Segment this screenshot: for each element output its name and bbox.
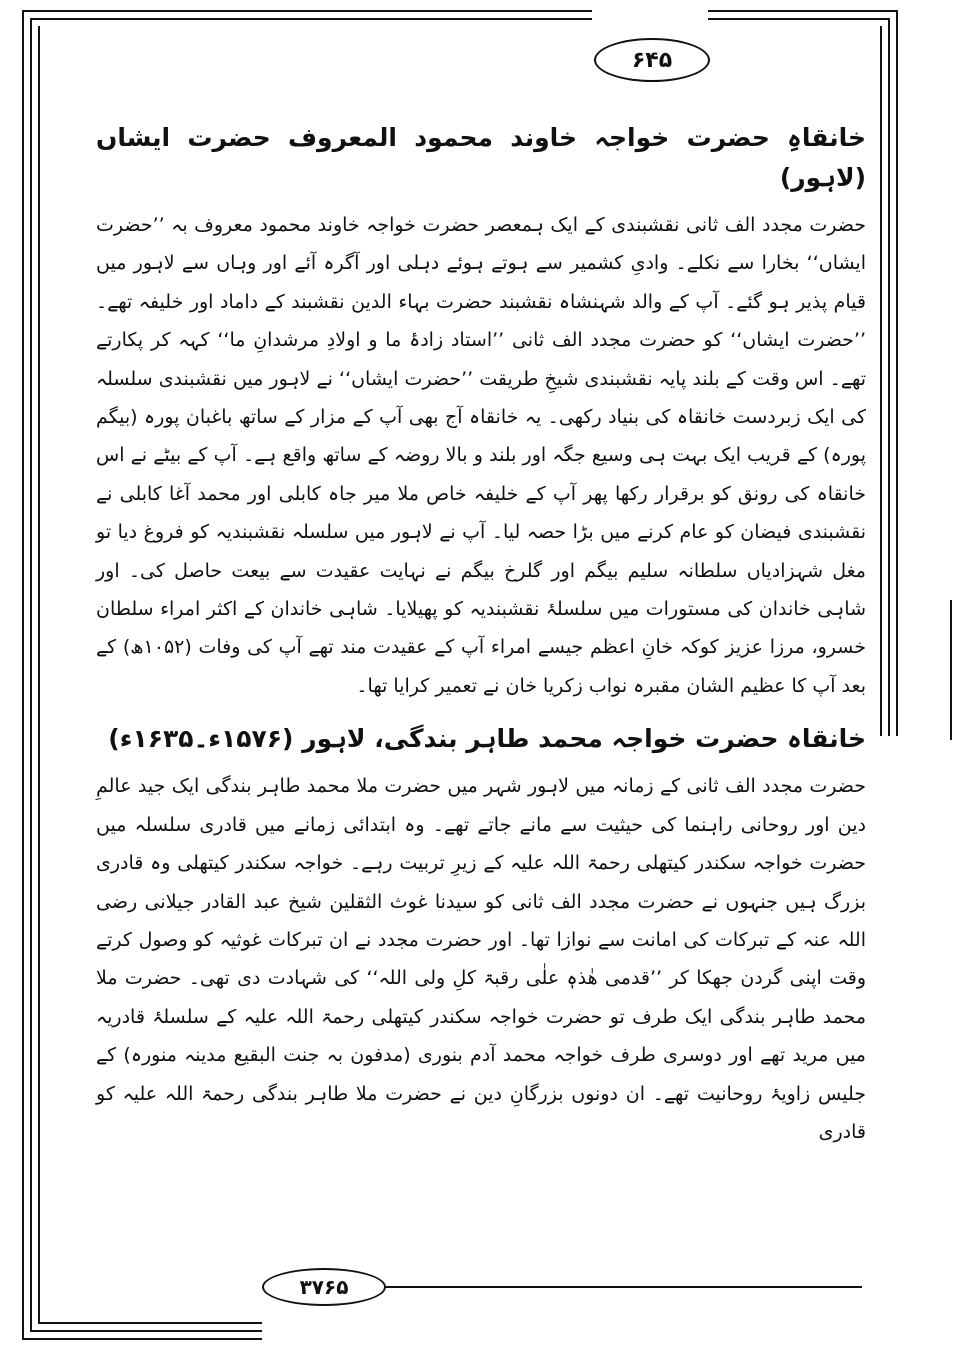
frame-line-bottom-left-inner xyxy=(30,1330,262,1332)
frame-line-right-inner2 xyxy=(880,26,882,736)
frame-line-left-inner xyxy=(30,18,32,1332)
frame-line-right-page-edge xyxy=(950,600,952,740)
frame-line-right-outer xyxy=(896,10,898,736)
section-2-heading: خانقاہ حضرت خواجہ محمد طاہر بندگی، لاہور (۱۵۷۶ء۔۱۶۳۵ء) xyxy=(108,724,866,754)
frame-line-top-right-inner xyxy=(708,18,890,20)
frame-line-bottom-left-inner2 xyxy=(38,1322,262,1324)
page-number-bottom: ۳۷۶۵ xyxy=(262,1268,386,1306)
section-2-body xyxy=(96,767,866,1151)
section-1-body xyxy=(96,206,866,705)
page-content xyxy=(96,118,866,1151)
frame-line-left-inner2 xyxy=(38,26,40,1324)
frame-line-bottom-right xyxy=(382,1286,862,1288)
frame-line-right-inner xyxy=(888,18,890,736)
frame-line-bottom-left xyxy=(22,1338,262,1340)
section-1-heading: خانقاہِ حضرت خواجہ خاوند محمود المعروف حضرت ایشاں (لاہور) xyxy=(96,123,866,192)
frame-line-top-right xyxy=(708,10,898,12)
frame-line-top-left xyxy=(22,10,592,12)
page-number-top: ۶۴۵ xyxy=(594,38,710,82)
frame-line-left-outer xyxy=(22,10,24,1340)
frame-line-top-left-inner xyxy=(30,18,592,20)
section-2-paragraph: حضرت مجدد الف ثانی کے زمانہ میں لاہور شہر میں حضرت ملا محمد طاہر بندگی ایک جید عالمِ دین اور روحانی راہنما کی حیثیت سے مانے جاتے تھے۔ وہ ابتدائی زمانے میں قادری سلسلہ میں حضرت خواجہ سکندر کیتھلی رحمۃ اللہ علیہ کے زیرِ تربیت رہے۔ خواجہ سکندر کیتھلی وہ قادری بزرگ ہیں جنہوں نے حضرت مجدد الف ثانی کو سیدنا غوث الثقلین شیخ عبد القادر جیلانی رضی اللہ عنہ کے تبرکات کی امانت سے نوازا تھا۔ اور حضرت مجدد نے ان تبرکات غوثیہ کو وصول کرتے وقت اپنی گردن جھکا کر ’’قدمی ھٰذہٖ علٰی رقبۃ کلِ ولی اللہ‘‘ کی شہادت دی تھی۔ حضرت ملا محمد طاہر بندگی ایک طرف تو حضرت خواجہ سکندر کیتھلی رحمۃ اللہ علیہ کے سلسلۂ قادریہ میں مرید تھے اور دوسری طرف خواجہ محمد آدم بنوری (مدفون بہ جنت البقیع مدینہ منورہ) کے جلیس زاویۂ روحانیت تھے۔ ان دونوں بزرگانِ دین نے حضرت ملا طاہر بندگی رحمۃ اللہ علیہ کو قادری xyxy=(96,775,866,1143)
section-1-paragraph: حضرت مجدد الف ثانی نقشبندی کے ایک ہمعصر حضرت خواجہ خاوند محمود معروف بہ ’’حضرت ایشاں‘‘ بخارا سے نکلے۔ وادیِ کشمیر سے ہوتے ہوئے دہلی اور آگرہ آئے اور وہاں سے لاہور میں قیام پذیر ہو گئے۔ آپ کے والد شہنشاہ نقشبند حضرت بہاء الدین نقشبند کے داماد اور خلیفہ تھے۔ ’’حضرت ایشاں‘‘ کو حضرت مجدد الف ثانی ’’استاد زادۂ ما و اولادِ مرشدانِ ما‘‘ کہہ کر پکارتے تھے۔ اس وقت کے بلند پایہ نقشبندی شیخِ طریقت ’’حضرت ایشاں‘‘ نے لاہور میں نقشبندی سلسلہ کی ایک زبردست خانقاہ کی بنیاد رکھی۔ یہ خانقاہ آج بھی آپ کے مزار کے ساتھ باغبان پورہ (بیگم پورہ) کے قریب ایک بہت ہی وسیع جگہ اور بلند و بالا روضہ کے ساتھ واقع ہے۔ آپ کے بیٹے نے اس خانقاہ کی رونق کو برقرار رکھا پھر آپ کے خلیفہ خاص ملا میر جاہ کابلی اور محمد آغا کابلی نے نقشبندی فیضان کو عام کرنے میں بڑا حصہ لیا۔ آپ نے لاہور میں سلسلہ نقشبندیہ کو فروغ دیا تو مغل شہزادیاں سلطانہ سلیم بیگم اور گلرخ بیگم نے نہایت عقیدت سے بیعت حاصل کی۔ اور شاہی خاندان کی مستورات میں سلسلۂ نقشبندیہ کو پھیلایا۔ شاہی خاندان کے اکثر امراء سلطان خسرو، مرزا عزیز کوکہ خانِ اعظم جیسے امراء آپ کے عقیدت مند تھے آپ کی وفات (۱۰۵۲ھ) کے بعد آپ کا عظیم الشان مقبرہ نواب زکریا خان نے تعمیر کرایا تھا۔ xyxy=(96,214,866,697)
